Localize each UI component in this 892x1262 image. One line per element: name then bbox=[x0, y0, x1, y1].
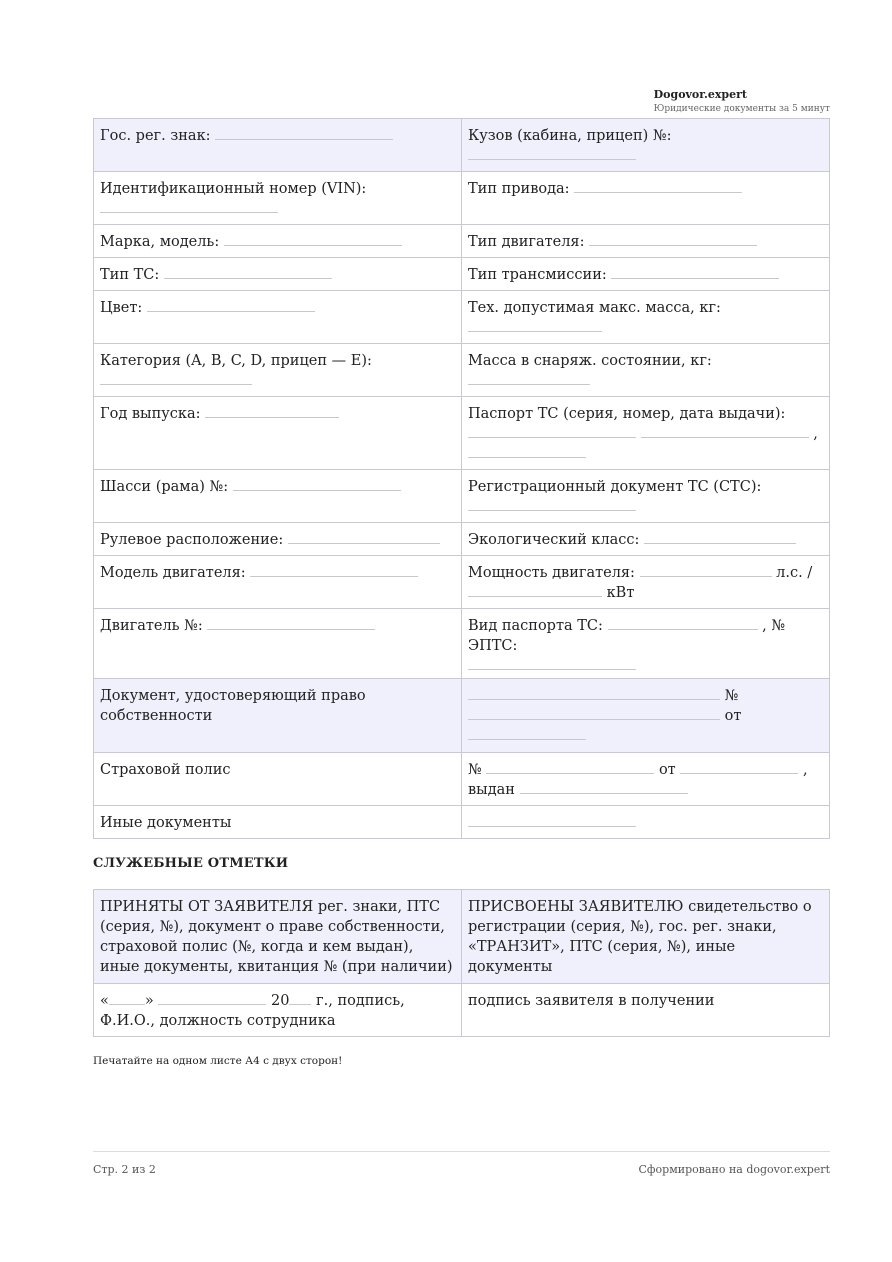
other-docs-field[interactable] bbox=[468, 813, 636, 827]
passport-kind-field[interactable] bbox=[608, 616, 758, 630]
generated-by: Сформировано на dogovor.expert bbox=[638, 1163, 830, 1176]
ownership-doc-field[interactable] bbox=[468, 686, 720, 700]
ownership-date-field[interactable] bbox=[468, 726, 586, 740]
make-cell: Марка, модель: bbox=[94, 225, 462, 258]
engine-model-field[interactable] bbox=[250, 563, 418, 577]
transmission-cell: Тип трансмиссии: bbox=[462, 258, 830, 291]
engine-type-cell: Тип двигателя: bbox=[462, 225, 830, 258]
curb-mass-field[interactable] bbox=[468, 371, 590, 385]
passport-kind-cell: Вид паспорта ТС: , № ЭПТС: bbox=[462, 609, 830, 682]
day-field[interactable] bbox=[109, 991, 145, 1005]
insurance-fields-cell: № от , выдан bbox=[462, 753, 830, 806]
make-field[interactable] bbox=[224, 232, 402, 246]
vehicle-table bbox=[93, 118, 830, 682]
chassis-field[interactable] bbox=[233, 477, 401, 491]
ownership-fields-cell: № от bbox=[462, 679, 830, 753]
category-cell: Категория (A, B, C, D, прицеп — E): bbox=[94, 344, 462, 397]
staff-sign-cell: « » 20 г., подпись, Ф.И.О., должность сотрудника bbox=[94, 984, 462, 1037]
color-cell: Цвет: bbox=[94, 291, 462, 344]
accepted-cell: ПРИНЯТЫ ОТ ЗАЯВИТЕЛЯ рег. знаки, ПТС (серия, №), документ о праве собственности, страховой полис (№, когда и кем выдан), иные документы, квитанция № (при наличии) bbox=[94, 890, 462, 984]
eco-class-field[interactable] bbox=[644, 530, 796, 544]
power-hp-field[interactable] bbox=[640, 563, 772, 577]
year-field[interactable] bbox=[205, 404, 339, 418]
steering-field[interactable] bbox=[288, 530, 440, 544]
power-kw-field[interactable] bbox=[468, 583, 602, 597]
reg-doc-cell: Регистрационный документ ТС (СТС): bbox=[462, 470, 830, 523]
curb-mass-cell: Масса в снаряж. состоянии, кг: bbox=[462, 344, 830, 397]
reg-doc-field[interactable] bbox=[468, 497, 636, 511]
passport-date-field[interactable] bbox=[468, 444, 586, 458]
insurance-cell: Страховой полис bbox=[94, 753, 462, 806]
year-suffix-field[interactable] bbox=[289, 991, 311, 1005]
other-docs-fields-cell bbox=[462, 806, 830, 839]
passport-number-field[interactable] bbox=[641, 424, 809, 438]
max-mass-field[interactable] bbox=[468, 318, 602, 332]
drive-cell: Тип привода: bbox=[462, 172, 830, 225]
reg-sign-field[interactable] bbox=[215, 126, 393, 140]
vehicle-type-field[interactable] bbox=[164, 265, 332, 279]
engine-type-field[interactable] bbox=[589, 232, 757, 246]
epts-field[interactable] bbox=[468, 656, 636, 670]
service-table bbox=[93, 889, 830, 1037]
brand-name: Dogovor.expert bbox=[653, 88, 747, 101]
applicant-sign-cell: подпись заявителя в получении bbox=[462, 984, 830, 1037]
passport-cell: Паспорт ТС (серия, номер, дата выдачи): , bbox=[462, 397, 830, 470]
power-cell: Мощность двигателя: л.с. / кВт bbox=[462, 556, 830, 609]
service-title: СЛУЖЕБНЫЕ ОТМЕТКИ bbox=[93, 856, 289, 871]
color-field[interactable] bbox=[147, 298, 315, 312]
transmission-field[interactable] bbox=[611, 265, 779, 279]
insurance-number-field[interactable] bbox=[486, 760, 654, 774]
ownership-cell: Документ, удостоверяющий право собственности bbox=[94, 679, 462, 753]
category-field[interactable] bbox=[100, 371, 252, 385]
max-mass-cell: Тех. допустимая макс. масса, кг: bbox=[462, 291, 830, 344]
print-note: Печатайте на одном листе А4 с двух сторон! bbox=[93, 1055, 343, 1067]
passport-series-field[interactable] bbox=[468, 424, 636, 438]
documents-table bbox=[93, 678, 830, 839]
engine-no-field[interactable] bbox=[207, 616, 375, 630]
body-field[interactable] bbox=[468, 146, 636, 160]
engine-model-cell: Модель двигателя: bbox=[94, 556, 462, 609]
brand-tagline: Юридические документы за 5 минут bbox=[653, 104, 830, 114]
page-number: Стр. 2 из 2 bbox=[93, 1163, 156, 1176]
chassis-cell: Шасси (рама) №: bbox=[94, 470, 462, 523]
insurance-issuer-field[interactable] bbox=[520, 780, 688, 794]
steering-cell: Рулевое расположение: bbox=[94, 523, 462, 556]
assigned-cell: ПРИСВОЕНЫ ЗАЯВИТЕЛЮ свидетельство о регистрации (серия, №), гос. рег. знаки, «ТРАНЗИТ», ПТС (серия, №), иные документы bbox=[462, 890, 830, 984]
body-cell: Кузов (кабина, прицеп) №: bbox=[462, 119, 830, 172]
reg-sign-cell: Гос. рег. знак: bbox=[94, 119, 462, 172]
insurance-date-field[interactable] bbox=[680, 760, 798, 774]
engine-no-cell: Двигатель №: bbox=[94, 609, 462, 682]
eco-class-cell: Экологический класс: bbox=[462, 523, 830, 556]
year-cell: Год выпуска: bbox=[94, 397, 462, 470]
vin-cell: Идентификационный номер (VIN): bbox=[94, 172, 462, 225]
footer-divider bbox=[93, 1151, 830, 1152]
month-field[interactable] bbox=[158, 991, 266, 1005]
vehicle-type-cell: Тип ТС: bbox=[94, 258, 462, 291]
vin-field[interactable] bbox=[100, 199, 278, 213]
drive-field[interactable] bbox=[574, 179, 742, 193]
brand-block bbox=[654, 88, 830, 114]
ownership-number-field[interactable] bbox=[468, 706, 720, 720]
other-docs-cell: Иные документы bbox=[94, 806, 462, 839]
